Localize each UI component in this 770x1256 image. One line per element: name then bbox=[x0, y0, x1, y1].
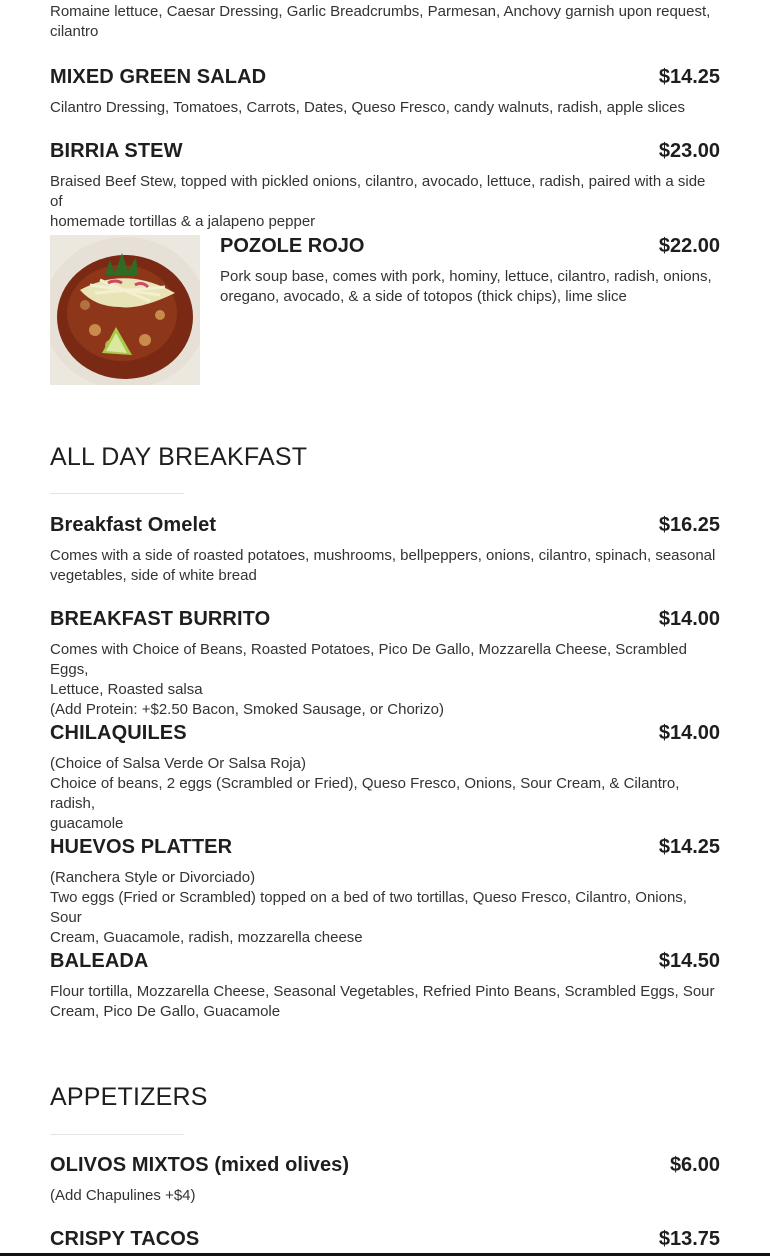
item-description: Braised Beef Stew, topped with pickled onions, cilantro, avocado, lettuce, radish, paired with a side of homemade tortillas & a jalapeno pepper bbox=[50, 173, 706, 230]
item-description: (Add Chapulines +$4) bbox=[50, 1187, 196, 1204]
menu-item-olivos-mixtos[interactable] bbox=[50, 1154, 720, 1206]
item-description: Comes with Choice of Beans, Roasted Potatoes, Pico De Gallo, Mozzarella Cheese, Scrambled Eggs, Lettuce, Roasted salsa (Add Protein: +$2.50 Bacon, Smoked Sausage, or Chorizo) bbox=[50, 641, 687, 718]
menu-item-mixed-green-salad[interactable] bbox=[50, 66, 720, 118]
menu-item-pozole-rojo[interactable] bbox=[220, 235, 720, 307]
menu-item-crispy-tacos[interactable] bbox=[50, 1228, 720, 1256]
item-price: $6.00 bbox=[669, 1154, 720, 1176]
section-title-appetizers: APPETIZERS bbox=[50, 1083, 208, 1111]
caesar-salad-description: Romaine lettuce, Caesar Dressing, Garlic Breadcrumbs, Parmesan, Anchovy garnish upon request, cilantro bbox=[50, 3, 711, 40]
item-price: $14.25 bbox=[658, 66, 720, 88]
menu-item-baleada[interactable] bbox=[50, 950, 720, 1022]
item-name: CRISPY TACOS bbox=[50, 1228, 200, 1250]
section-title-breakfast: ALL DAY BREAKFAST bbox=[50, 443, 308, 471]
item-description: (Ranchera Style or Divorciado) Two eggs (Fried or Scrambled) topped on a bed of two tortillas, Queso Fresco, Cilantro, Onions, Sour Cream, Guacamole, radish, mozzarella cheese bbox=[50, 869, 687, 946]
menu-item-breakfast-omelet[interactable] bbox=[50, 514, 720, 586]
item-price: $22.00 bbox=[658, 235, 720, 257]
item-name: CHILAQUILES bbox=[50, 722, 187, 744]
item-price: $14.00 bbox=[658, 722, 720, 744]
menu-item-breakfast-burrito[interactable] bbox=[50, 608, 720, 720]
pozole-photo-icon[interactable] bbox=[50, 235, 200, 385]
item-name: POZOLE ROJO bbox=[220, 235, 365, 257]
item-price: $16.25 bbox=[658, 514, 720, 536]
item-price: $14.25 bbox=[658, 836, 720, 858]
item-name: HUEVOS PLATTER bbox=[50, 836, 233, 858]
item-description: Flour tortilla, Mozzarella Cheese, Seasonal Vegetables, Refried Pinto Beans, Scrambled Eggs, Sour Cream, Pico De Gallo, Guacamole bbox=[50, 983, 715, 1020]
menu-item-huevos-platter[interactable] bbox=[50, 836, 720, 948]
item-name: Breakfast Omelet bbox=[50, 514, 217, 536]
item-description: Cilantro Dressing, Tomatoes, Carrots, Dates, Queso Fresco, candy walnuts, radish, apple slices bbox=[50, 99, 685, 116]
item-name: MIXED GREEN SALAD bbox=[50, 66, 267, 88]
item-price: $14.50 bbox=[658, 950, 720, 972]
item-name: BIRRIA STEW bbox=[50, 140, 183, 162]
item-name: BALEADA bbox=[50, 950, 149, 972]
section-divider bbox=[50, 1134, 184, 1135]
menu-item-chilaquiles[interactable] bbox=[50, 722, 720, 834]
section-divider bbox=[50, 493, 184, 494]
item-price: $23.00 bbox=[658, 140, 720, 162]
item-name: OLIVOS MIXTOS (mixed olives) bbox=[50, 1154, 350, 1176]
item-description: Pork soup base, comes with pork, hominy, lettuce, cilantro, radish, onions, oregano, avocado, & a side of totopos (thick chips), lime slice bbox=[220, 268, 712, 305]
item-description: (Choice of Salsa Verde Or Salsa Roja) Choice of beans, 2 eggs (Scrambled or Fried), Queso Fresco, Onions, Sour Cream, & Cilantro, radish, guacamole bbox=[50, 755, 680, 832]
item-description: Comes with a side of roasted potatoes, mushrooms, bellpeppers, onions, cilantro, spinach, seasonal vegetables, side of white bread bbox=[50, 547, 716, 584]
item-price: $13.75 bbox=[658, 1228, 720, 1250]
item-name: BREAKFAST BURRITO bbox=[50, 608, 271, 630]
pozole-bowl-illustration bbox=[50, 235, 200, 385]
menu-item-birria-stew[interactable] bbox=[50, 140, 720, 232]
item-price: $14.00 bbox=[658, 608, 720, 630]
